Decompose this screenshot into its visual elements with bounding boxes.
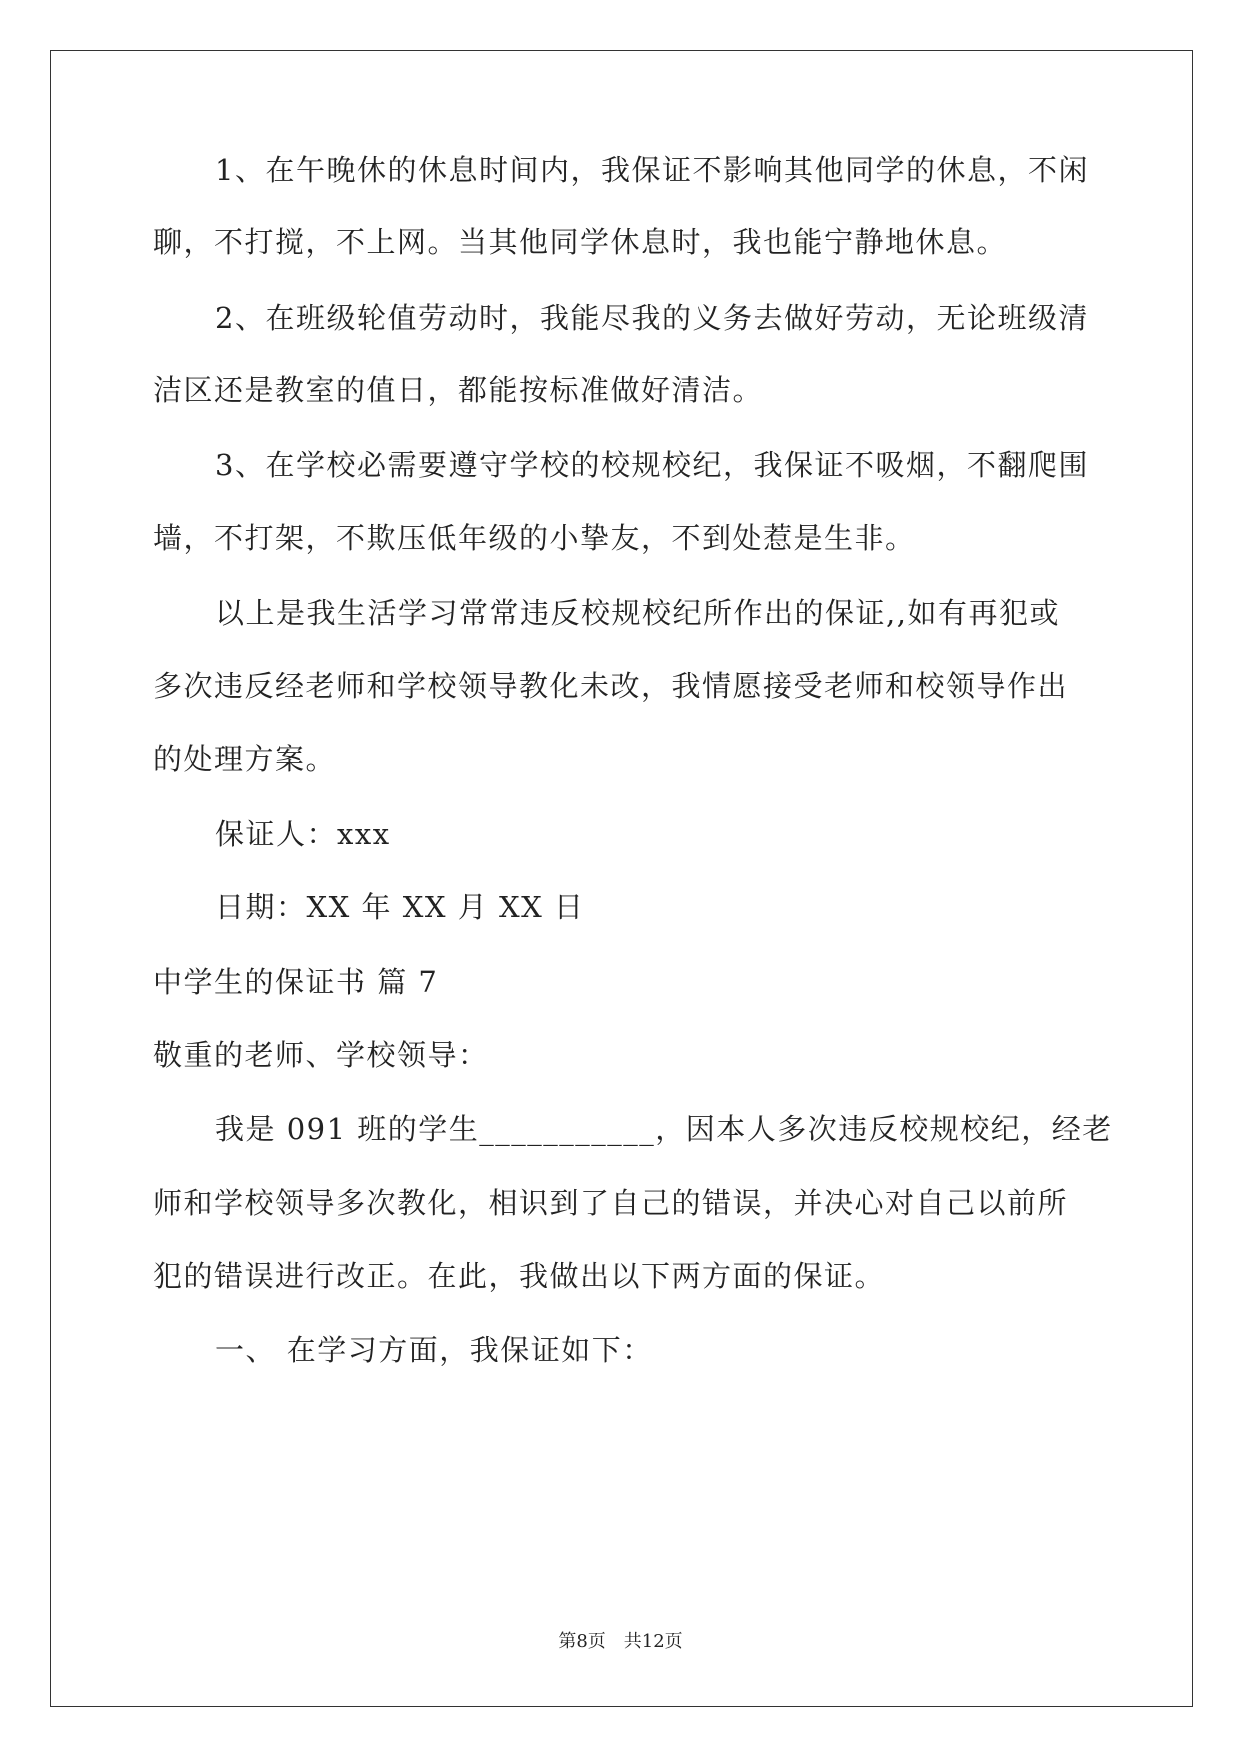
guarantor-line: 保证人：xxx (215, 817, 391, 851)
paragraph-line: 洁区还是教室的值日，都能按标准做好清洁。 (153, 373, 764, 407)
paragraph-line: 墙，不打架，不欺压低年级的小挚友，不到处惹是生非。 (153, 521, 916, 555)
paragraph-line: 师和学校领导多次教化，相识到了自己的错误，并决心对自己以前所 (153, 1186, 1069, 1220)
paragraph-line: 多次违反经老师和学校领导教化未改，我情愿接受老师和校领导作出 (153, 669, 1069, 703)
section-heading: 中学生的保证书 篇 7 (153, 965, 439, 999)
paragraph-line: 以上是我生活学习常常违反校规校纪所作出的保证,,如有再犯或 (215, 596, 1060, 630)
paragraph-line: 3、在学校必需要遵守学校的校规校纪，我保证不吸烟，不翻爬围 (215, 448, 1089, 482)
list-heading: 一、 在学习方面，我保证如下： (215, 1333, 653, 1367)
paragraph-line: 我是 091 班的学生___________，因本人多次违反校规校纪，经老 (215, 1112, 1113, 1146)
paragraph-line: 聊，不打搅，不上网。当其他同学休息时，我也能宁静地休息。 (153, 225, 1008, 259)
paragraph-line: 犯的错误进行改正。在此，我做出以下两方面的保证。 (153, 1259, 886, 1293)
date-line: 日期：XX 年 XX 月 XX 日 (215, 890, 585, 924)
page-mid: 页 (587, 1631, 606, 1652)
page-total: 12 (641, 1631, 665, 1652)
paragraph-line: 的处理方案。 (153, 742, 337, 776)
paragraph-line: 1、在午晚休的休息时间内，我保证不影响其他同学的休息，不闲 (215, 153, 1089, 187)
salutation: 敬重的老师、学校领导： (153, 1038, 489, 1072)
page-current: 8 (576, 1631, 588, 1652)
page-prefix: 第 (558, 1631, 577, 1652)
total-suffix: 页 (664, 1631, 683, 1652)
total-prefix: 共 (623, 1631, 642, 1652)
paragraph-line: 2、在班级轮值劳动时，我能尽我的义务去做好劳动，无论班级清 (215, 301, 1089, 335)
page-footer (0, 1630, 1241, 1654)
